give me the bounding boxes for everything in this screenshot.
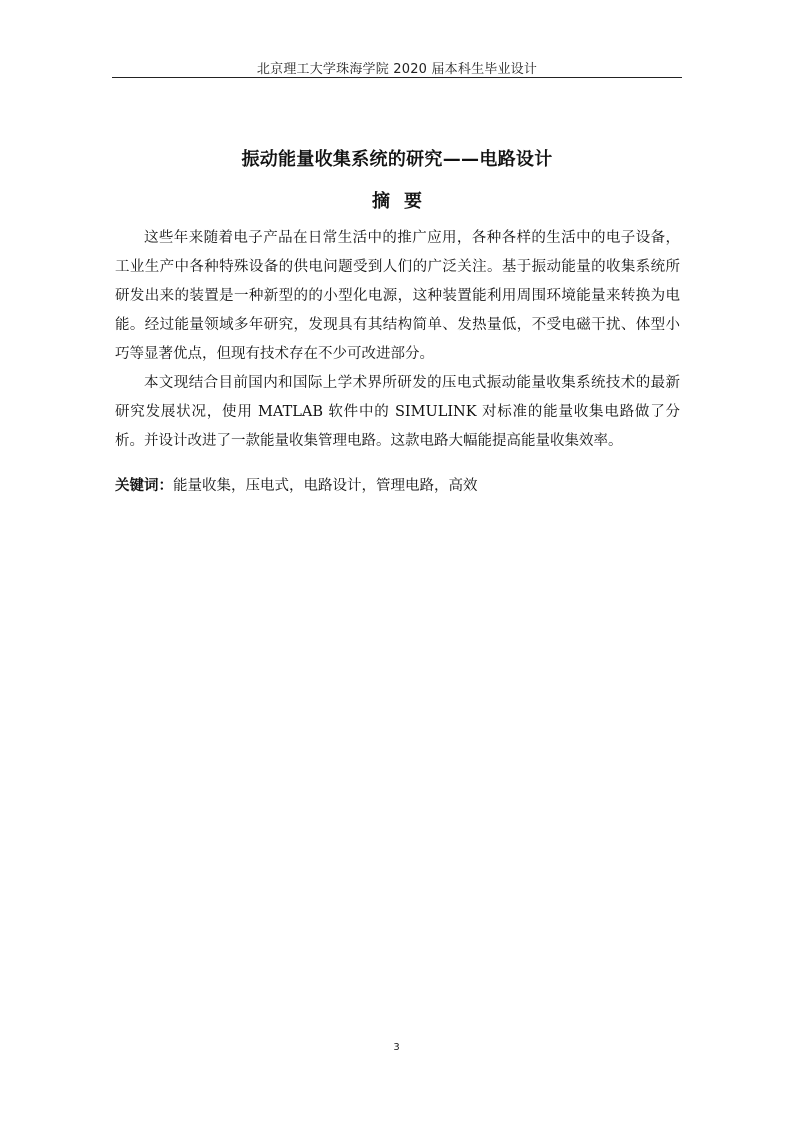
page-number: 3: [393, 1042, 400, 1053]
header-divider: [112, 77, 682, 78]
keywords-line: [115, 472, 680, 501]
abstract-heading: 摘要: [372, 191, 436, 212]
running-header: 北京理工大学珠海学院 2020 届本科生毕业设计: [256, 62, 538, 77]
abstract-paragraph: 这些年来随着电子产品在日常生活中的推广应用，各种各样的生活中的电子设备，工业生产中各种特殊设备的供电问题受到人们的广泛关注。基于振动能量的收集系统所研发出来的装置是一种新型的的小型化电源，这种装置能利用周围环境能量来转换为电能。经过能量领域多年研究，发现具有其结构简单、发热量低，不受电磁干扰、体型小巧等显著优点，但现有技术存在不少可改进部分。: [115, 230, 680, 362]
keywords-label: 关键词：: [115, 478, 173, 494]
abstract-paragraph: 本文现结合目前国内和国际上学术界所研发的压电式振动能量收集系统技术的最新研究发展状况，使用 MATLAB 软件中的 SIMULINK 对标准的能量收集电路做了分析。并设计改进了一款能量收集管理电路。这款电路大幅能提高能量收集效率。: [115, 375, 680, 449]
document-title: 振动能量收集系统的研究——电路设计: [241, 149, 553, 170]
abstract-body: [115, 224, 680, 456]
keywords-text: 能量收集，压电式，电路设计，管理电路，高效: [173, 478, 478, 494]
